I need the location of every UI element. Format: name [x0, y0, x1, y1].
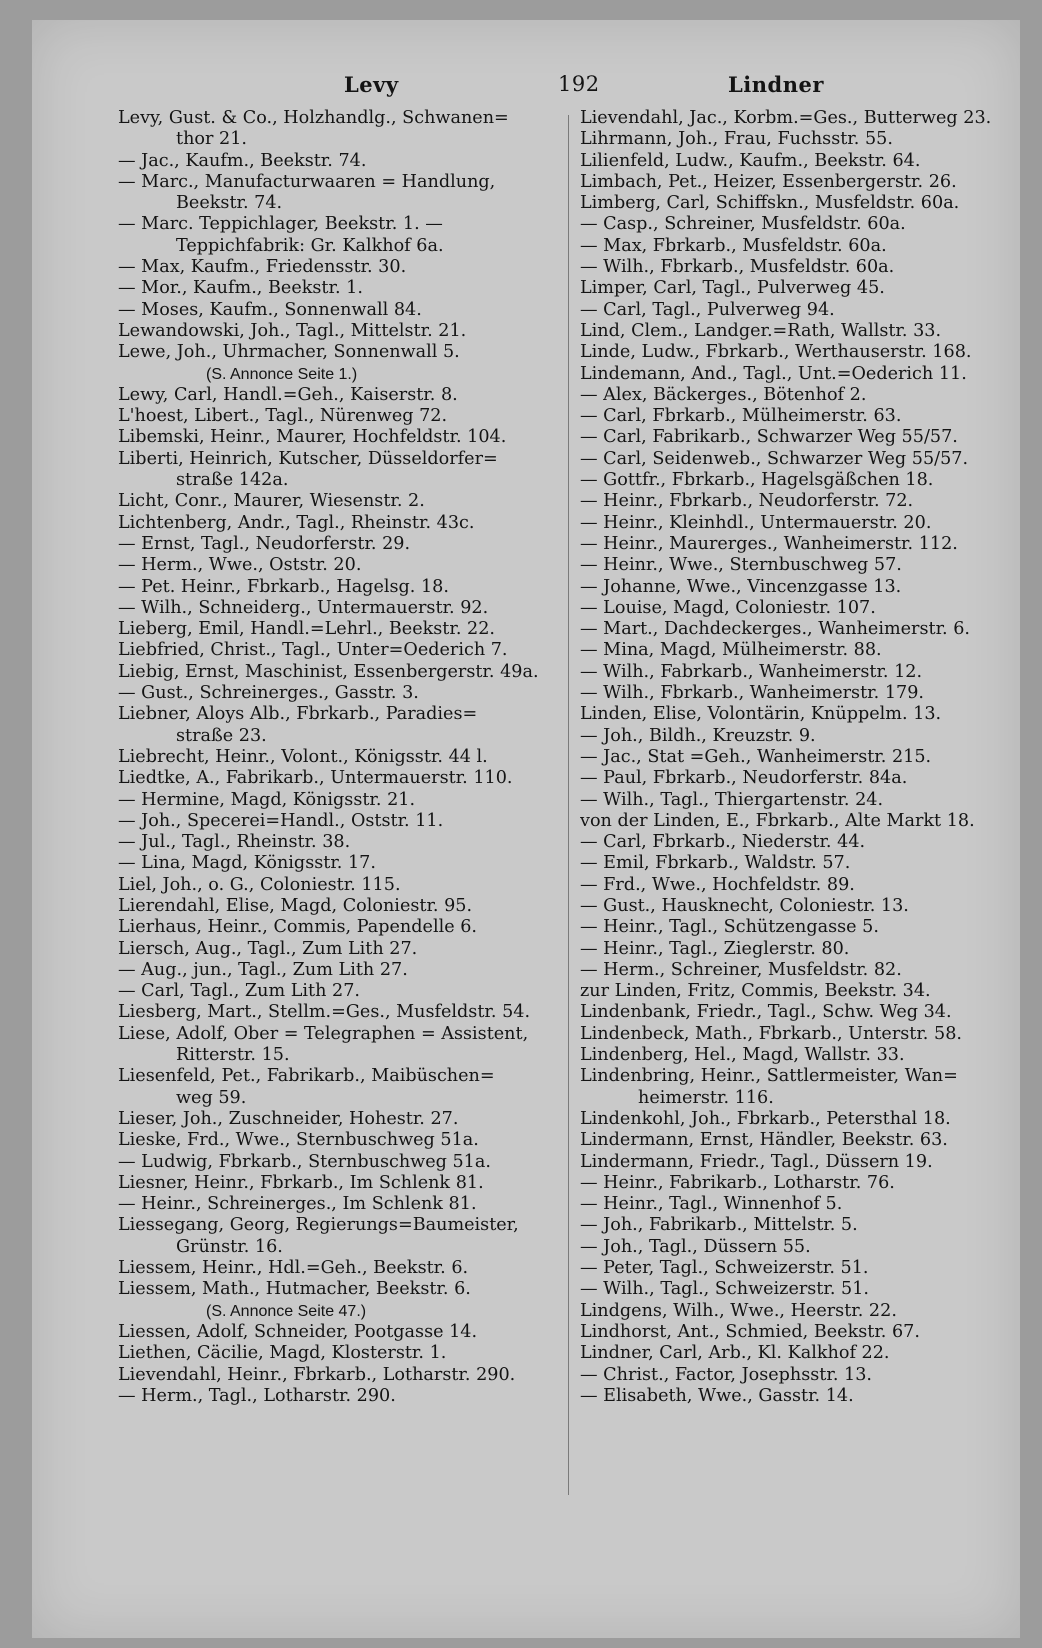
directory-entry-line: Limbach, Pet., Heizer, Essenbergerstr. 26. — [580, 171, 957, 192]
directory-entry-line: — Heinr., Wwe., Sternbuschweg 57. — [580, 555, 902, 576]
directory-entry-line: — Wilh., Tagl., Schweizerstr. 51. — [580, 1279, 870, 1300]
directory-entry-line: — Joh., Tagl., Düssern 55. — [580, 1236, 811, 1257]
directory-entry-line: — Elisabeth, Wwe., Gasstr. 14. — [580, 1385, 854, 1406]
directory-entry-line: — Carl, Seidenweb., Schwarzer Weg 55/57. — [580, 448, 969, 469]
directory-entry-line: — Herm., Schreiner, Musfeldstr. 82. — [580, 959, 902, 980]
directory-entry-line: Liesenfeld, Pet., Fabrikarb., Maibüschen= — [118, 1066, 495, 1087]
directory-entry-line: — Paul, Fbrkarb., Neudorferstr. 84a. — [580, 768, 908, 789]
directory-entry-line: — Heinr., Tagl., Schützengasse 5. — [580, 917, 879, 938]
directory-entry-line: — Heinr., Fbrkarb., Neudorferstr. 72. — [580, 491, 914, 512]
directory-entry-line: — Heinr., Fabrikarb., Lotharstr. 76. — [580, 1172, 895, 1193]
directory-entry-line: — Ernst, Tagl., Neudorferstr. 29. — [118, 533, 411, 554]
directory-entry-line: Lindner, Carl, Arb., Kl. Kalkhof 22. — [580, 1343, 890, 1364]
directory-entry-line: — Carl, Fbrkarb., Mülheimerstr. 63. — [580, 406, 902, 427]
page-number: 192 — [558, 72, 600, 96]
directory-entry-line: Lievendahl, Heinr., Fbrkarb., Lotharstr. 290. — [118, 1364, 516, 1385]
directory-entry-line: Lindenbeck, Math., Fbrkarb., Unterstr. 58. — [580, 1023, 962, 1044]
annonce-reference: (S. Annonce Seite 1.) — [206, 365, 358, 383]
directory-entry-line: — Heinr., Tagl., Zieglerstr. 80. — [580, 938, 850, 959]
directory-entry-line: Ritterstr. 15. — [176, 1045, 290, 1066]
directory-entry-line: Liessegang, Georg, Regierungs=Baumeister, — [118, 1215, 519, 1236]
directory-entry-line: Lievendahl, Jac., Korbm.=Ges., Butterweg 23. — [580, 108, 992, 128]
directory-entry-line: — Mart., Dachdeckerges., Wanheimerstr. 6. — [580, 619, 971, 640]
directory-entry-line: Lewandowski, Joh., Tagl., Mittelstr. 21. — [118, 320, 467, 341]
annonce-reference: (S. Annonce Seite 47.) — [206, 1302, 367, 1320]
directory-entry-line: — Gottfr., Fbrkarb., Hagelsgäßchen 18. — [580, 470, 934, 491]
running-head-right: Lindner — [728, 72, 824, 97]
directory-entry-line: Lierhaus, Heinr., Commis, Papendelle 6. — [118, 917, 477, 938]
directory-entry-line: — Casp., Schreiner, Musfeldstr. 60a. — [580, 214, 906, 235]
directory-entry-line: heimerstr. 116. — [638, 1087, 774, 1108]
directory-entry-line: — Wilh., Fbrkarb., Wanheimerstr. 179. — [580, 683, 924, 704]
directory-entry-line: Lihrmann, Joh., Frau, Fuchsstr. 55. — [580, 129, 893, 150]
directory-entry-line: zur Linden, Fritz, Commis, Beekstr. 34. — [580, 981, 931, 1002]
directory-entry-line: straße 142a. — [176, 470, 289, 491]
directory-entry-line: Linde, Ludw., Fbrkarb., Werthauserstr. 168. — [580, 342, 972, 363]
directory-entry-line: Liethen, Cäcilie, Magd, Klosterstr. 1. — [118, 1343, 447, 1364]
directory-entry-line: — Lina, Magd, Königsstr. 17. — [118, 853, 376, 874]
directory-entry-line: — Emil, Fbrkarb., Waldstr. 57. — [580, 853, 851, 874]
directory-entry-line: — Gust., Schreinerges., Gasstr. 3. — [118, 683, 419, 704]
directory-entry-line: — Carl, Fbrkarb., Niederstr. 44. — [580, 832, 866, 853]
directory-entry-line: Liebfried, Christ., Tagl., Unter=Oederich 7. — [118, 640, 508, 661]
directory-entry-line: — Heinr., Tagl., Winnenhof 5. — [580, 1194, 843, 1215]
directory-entry-line: — Moses, Kaufm., Sonnenwall 84. — [118, 299, 422, 320]
directory-entry-line: — Wilh., Fabrkarb., Wanheimerstr. 12. — [580, 661, 923, 682]
directory-entry-line: — Heinr., Schreinerges., Im Schlenk 81. — [118, 1194, 477, 1215]
directory-entry-line: Liebrecht, Heinr., Volont., Königsstr. 44 l. — [118, 746, 488, 767]
directory-page — [32, 20, 1020, 1638]
directory-entry-line: Lindemann, And., Tagl., Unt.=Oederich 11. — [580, 363, 967, 384]
directory-entry-line: — Wilh., Schneiderg., Untermauerstr. 92. — [118, 597, 489, 618]
directory-entry-line: — Christ., Factor, Josephsstr. 13. — [580, 1364, 873, 1385]
directory-entry-line: — Carl, Fabrikarb., Schwarzer Weg 55/57. — [580, 427, 958, 448]
column-divider — [568, 115, 569, 1495]
directory-entry-line: Lieske, Frd., Wwe., Sternbuschweg 51a. — [118, 1130, 479, 1151]
directory-entry-line: — Heinr., Maurerges., Wanheimerstr. 112. — [580, 533, 958, 554]
directory-entry-line: Lierendahl, Elise, Magd, Coloniestr. 95. — [118, 895, 473, 916]
directory-entry-line: Levy, Gust. & Co., Holzhandlg., Schwanen= — [118, 108, 509, 128]
directory-entry-line: Licht, Conr., Maurer, Wiesenstr. 2. — [118, 491, 425, 512]
directory-entry-line: — Herm., Wwe., Oststr. 20. — [118, 555, 362, 576]
directory-entry-line: Grünstr. 16. — [176, 1236, 283, 1257]
directory-entry-line: — Alex, Bäckerges., Bötenhof 2. — [580, 384, 867, 405]
directory-entry-line: Linden, Elise, Volontärin, Knüppelm. 13. — [580, 704, 942, 725]
directory-entry-line: straße 23. — [176, 725, 267, 746]
directory-entry-line: thor 21. — [176, 129, 247, 150]
directory-entry-line: — Jac., Stat =Geh., Wanheimerstr. 215. — [580, 746, 932, 767]
directory-entry-line: — Frd., Wwe., Hochfeldstr. 89. — [580, 874, 855, 895]
left-column — [118, 108, 554, 1407]
directory-entry-line: Libemski, Heinr., Maurer, Hochfeldstr. 104. — [118, 427, 507, 448]
directory-entry-line: — Gust., Hausknecht, Coloniestr. 13. — [580, 895, 909, 916]
directory-entry-line: — Joh., Specerei=Handl., Oststr. 11. — [118, 810, 444, 831]
directory-entry-line: — Jul., Tagl., Rheinstr. 38. — [118, 832, 351, 853]
directory-entry-line: Liedtke, A., Fabrikarb., Untermauerstr. 110. — [118, 768, 513, 789]
directory-entry-line: Limberg, Carl, Schiffskn., Musfeldstr. 60a. — [580, 193, 960, 214]
directory-entry-line: — Mor., Kaufm., Beekstr. 1. — [118, 278, 363, 299]
directory-entry-line: Liessem, Math., Hutmacher, Beekstr. 6. — [118, 1279, 471, 1300]
directory-entry-line: Lindenkohl, Joh., Fbrkarb., Petersthal 18. — [580, 1108, 951, 1129]
directory-entry-line: L'hoest, Libert., Tagl., Nürenweg 72. — [118, 406, 448, 427]
directory-entry-line: — Joh., Fabrikarb., Mittelstr. 5. — [580, 1215, 858, 1236]
directory-entry-line: Lichtenberg, Andr., Tagl., Rheinstr. 43c. — [118, 512, 475, 533]
directory-entry-line: Liesberg, Mart., Stellm.=Ges., Musfeldstr. 54. — [118, 1002, 531, 1023]
directory-entry-line: Liel, Joh., o. G., Coloniestr. 115. — [118, 874, 401, 895]
directory-entry-line: Liese, Adolf, Ober = Telegraphen = Assistent, — [118, 1023, 529, 1044]
directory-entry-line: — Carl, Tagl., Pulverweg 94. — [580, 299, 835, 320]
directory-entry-line: — Jac., Kaufm., Beekstr. 74. — [118, 150, 367, 171]
right-column — [580, 108, 1016, 1407]
directory-entry-line: Lewy, Carl, Handl.=Geh., Kaiserstr. 8. — [118, 384, 458, 405]
directory-entry-line: Lilienfeld, Ludw., Kaufm., Beekstr. 64. — [580, 150, 921, 171]
directory-entry-line: Liessem, Heinr., Hdl.=Geh., Beekstr. 6. — [118, 1258, 469, 1279]
directory-entry-line: — Johanne, Wwe., Vincenzgasse 13. — [580, 576, 902, 597]
directory-entry-line: Lind, Clem., Landger.=Rath, Wallstr. 33. — [580, 320, 942, 341]
directory-entry-line: Liesner, Heinr., Fbrkarb., Im Schlenk 81. — [118, 1172, 484, 1193]
directory-entry-line: Liessen, Adolf, Schneider, Pootgasse 14. — [118, 1321, 478, 1342]
directory-entry-line: Lieser, Joh., Zuschneider, Hohestr. 27. — [118, 1108, 459, 1129]
directory-entry-line: — Wilh., Fbrkarb., Musfeldstr. 60a. — [580, 257, 895, 278]
directory-entry-line: Lindenbring, Heinr., Sattlermeister, Wan= — [580, 1066, 958, 1087]
directory-entry-line: Teppichfabrik: Gr. Kalkhof 6a. — [176, 235, 444, 256]
directory-entry-line: Liebner, Aloys Alb., Fbrkarb., Paradies= — [118, 704, 478, 725]
running-head-left: Levy — [344, 72, 399, 97]
directory-entry-line: — Heinr., Kleinhdl., Untermauerstr. 20. — [580, 512, 932, 533]
directory-entry-line: — Peter, Tagl., Schweizerstr. 51. — [580, 1258, 869, 1279]
directory-entry-line: Lindermann, Friedr., Tagl., Düssern 19. — [580, 1151, 933, 1172]
directory-entry-line: — Mina, Magd, Mülheimerstr. 88. — [580, 640, 882, 661]
directory-entry-line: Lewe, Joh., Uhrmacher, Sonnenwall 5. — [118, 342, 460, 363]
directory-entry-line: — Hermine, Magd, Königsstr. 21. — [118, 789, 416, 810]
directory-entry-line: — Aug., jun., Tagl., Zum Lith 27. — [118, 959, 408, 980]
directory-entry-line: Lindenbank, Friedr., Tagl., Schw. Weg 34. — [580, 1002, 952, 1023]
directory-entry-line: Liberti, Heinrich, Kutscher, Düsseldorfer= — [118, 448, 498, 469]
directory-entry-line: Lindgens, Wilh., Wwe., Heerstr. 22. — [580, 1300, 897, 1321]
directory-entry-line: — Herm., Tagl., Lotharstr. 290. — [118, 1385, 396, 1406]
directory-entry-line: — Louise, Magd, Coloniestr. 107. — [580, 597, 876, 618]
directory-entry-line: Limper, Carl, Tagl., Pulverweg 45. — [580, 278, 885, 299]
directory-entry-line: — Ludwig, Fbrkarb., Sternbuschweg 51a. — [118, 1151, 491, 1172]
directory-entry-line: Liersch, Aug., Tagl., Zum Lith 27. — [118, 938, 418, 959]
directory-entry-line: Lieberg, Emil, Handl.=Lehrl., Beekstr. 22. — [118, 619, 496, 640]
directory-entry-line: Beekstr. 74. — [176, 193, 283, 214]
directory-entry-line: — Marc., Manufacturwaaren = Handlung, — [118, 171, 496, 192]
directory-entry-line: — Wilh., Tagl., Thiergartenstr. 24. — [580, 789, 884, 810]
directory-entry-line: Lindermann, Ernst, Händler, Beekstr. 63. — [580, 1130, 948, 1151]
directory-entry-line: von der Linden, E., Fbrkarb., Alte Markt 18. — [580, 810, 975, 831]
directory-entry-line: — Max, Kaufm., Friedensstr. 30. — [118, 257, 407, 278]
directory-entry-line: Liebig, Ernst, Maschinist, Essenbergerstr. 49a. — [118, 661, 539, 682]
directory-entry-line: — Marc. Teppichlager, Beekstr. 1. — — [118, 214, 443, 235]
directory-entry-line: — Carl, Tagl., Zum Lith 27. — [118, 981, 360, 1002]
directory-entry-line: Lindhorst, Ant., Schmied, Beekstr. 67. — [580, 1321, 920, 1342]
directory-entry-line: Lindenberg, Hel., Magd, Wallstr. 33. — [580, 1045, 905, 1066]
directory-entry-line: — Joh., Bildh., Kreuzstr. 9. — [580, 725, 816, 746]
directory-entry-line: — Pet. Heinr., Fbrkarb., Hagelsg. 18. — [118, 576, 449, 597]
directory-entry-line: — Max, Fbrkarb., Musfeldstr. 60a. — [580, 235, 887, 256]
directory-entry-line: weg 59. — [176, 1087, 247, 1108]
